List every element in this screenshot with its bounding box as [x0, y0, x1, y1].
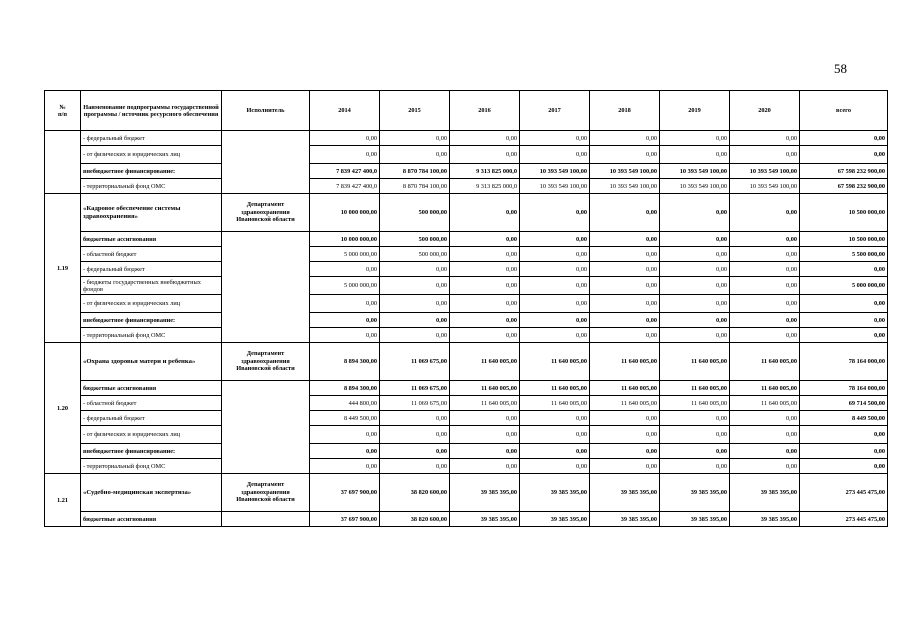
section-title: «Кадровое обеспечение системы здравоохранения»	[81, 194, 222, 232]
section-title-row	[45, 194, 888, 232]
year-value: 39 385 395,00	[730, 474, 800, 512]
year-value: 11 640 005,00	[590, 343, 660, 381]
year-value: 0,00	[730, 295, 800, 313]
row-label: - территориальный фонд ОМС	[81, 328, 222, 343]
year-value: 0,00	[520, 247, 590, 262]
year-value: 0,00	[660, 328, 730, 343]
row-label: бюджетные ассигнования	[81, 381, 222, 396]
year-value: 0,00	[730, 232, 800, 247]
year-value: 0,00	[590, 194, 660, 232]
row-total: 0,00	[800, 328, 888, 343]
row-label: - областной бюджет	[81, 396, 222, 411]
year-value: 0,00	[660, 262, 730, 277]
year-value: 0,00	[310, 426, 380, 444]
row-total: 273 445 475,00	[800, 474, 888, 512]
year-value: 0,00	[590, 313, 660, 328]
section-index: 1.21	[45, 474, 81, 527]
year-value: 0,00	[450, 194, 520, 232]
year-value: 0,00	[590, 295, 660, 313]
year-value: 11 640 005,00	[660, 381, 730, 396]
year-value: 11 640 005,00	[450, 343, 520, 381]
year-value: 0,00	[660, 194, 730, 232]
year-value: 0,00	[450, 426, 520, 444]
year-value: 0,00	[730, 328, 800, 343]
year-value: 10 393 549 100,00	[590, 164, 660, 179]
year-value: 0,00	[310, 313, 380, 328]
year-value: 500 000,00	[380, 232, 450, 247]
section-index: 1.20	[45, 343, 81, 474]
year-value: 10 393 549 100,00	[520, 179, 590, 194]
year-value: 10 393 549 100,00	[730, 179, 800, 194]
year-value: 0,00	[520, 232, 590, 247]
table-row	[45, 444, 888, 459]
header-year: 2016	[450, 91, 520, 131]
header-row	[45, 91, 888, 131]
row-label: - от физических и юридических лиц	[81, 295, 222, 313]
table-row	[45, 131, 888, 146]
table-row	[45, 247, 888, 262]
row-label: внебюджетное финансирование:	[81, 444, 222, 459]
year-value: 11 640 005,00	[660, 343, 730, 381]
row-label: - федеральный бюджет	[81, 131, 222, 146]
year-value: 11 640 005,00	[730, 381, 800, 396]
year-value: 0,00	[730, 444, 800, 459]
year-value: 10 393 549 100,00	[520, 164, 590, 179]
row-executor	[222, 232, 310, 343]
year-value: 0,00	[660, 277, 730, 295]
year-value: 11 640 005,00	[590, 396, 660, 411]
table-row	[45, 411, 888, 426]
section-title-row	[45, 474, 888, 512]
year-value: 11 640 005,00	[520, 343, 590, 381]
year-value: 444 800,00	[310, 396, 380, 411]
year-value: 0,00	[380, 411, 450, 426]
header-year: 2015	[380, 91, 450, 131]
table-row	[45, 179, 888, 194]
year-value: 0,00	[660, 411, 730, 426]
year-value: 0,00	[730, 411, 800, 426]
table-row	[45, 262, 888, 277]
table-row	[45, 426, 888, 444]
row-label: - областной бюджет	[81, 247, 222, 262]
row-label: - территориальный фонд ОМС	[81, 179, 222, 194]
year-value: 0,00	[450, 262, 520, 277]
year-value: 39 385 395,00	[730, 512, 800, 527]
table-row	[45, 295, 888, 313]
year-value: 0,00	[520, 131, 590, 146]
year-value: 0,00	[520, 262, 590, 277]
year-value: 0,00	[310, 459, 380, 474]
year-value: 39 385 395,00	[590, 474, 660, 512]
year-value: 39 385 395,00	[520, 512, 590, 527]
year-value: 8 894 300,00	[310, 343, 380, 381]
year-value: 0,00	[380, 444, 450, 459]
row-label: - территориальный фонд ОМС	[81, 459, 222, 474]
year-value: 11 069 675,00	[380, 343, 450, 381]
year-value: 0,00	[590, 426, 660, 444]
row-label: - от физических и юридических лиц	[81, 146, 222, 164]
year-value: 500 000,00	[380, 247, 450, 262]
year-value: 0,00	[660, 459, 730, 474]
year-value: 0,00	[590, 444, 660, 459]
row-total: 78 164 000,00	[800, 343, 888, 381]
year-value: 11 640 005,00	[660, 396, 730, 411]
header-executor: Исполнитель	[222, 91, 310, 131]
row-total: 0,00	[800, 313, 888, 328]
year-value: 8 870 784 100,00	[380, 164, 450, 179]
row-label: внебюджетное финансирование:	[81, 164, 222, 179]
year-value: 0,00	[380, 426, 450, 444]
year-value: 39 385 395,00	[450, 474, 520, 512]
year-value: 0,00	[380, 328, 450, 343]
table-row	[45, 381, 888, 396]
section-executor: Департамент здравоохранения Ивановской области	[222, 474, 310, 512]
year-value: 0,00	[660, 295, 730, 313]
row-total: 10 500 000,00	[800, 194, 888, 232]
table-body	[45, 131, 888, 527]
row-total: 8 449 500,00	[800, 411, 888, 426]
section-title-row	[45, 343, 888, 381]
year-value: 0,00	[310, 146, 380, 164]
year-value: 0,00	[730, 247, 800, 262]
table-row	[45, 459, 888, 474]
row-label: бюджетные ассигнования	[81, 232, 222, 247]
year-value: 0,00	[520, 444, 590, 459]
year-value: 0,00	[520, 194, 590, 232]
year-value: 7 839 427 400,0	[310, 164, 380, 179]
year-value: 8 870 784 100,00	[380, 179, 450, 194]
table-row	[45, 146, 888, 164]
year-value: 10 393 549 100,00	[590, 179, 660, 194]
header-year: 2018	[590, 91, 660, 131]
year-value: 0,00	[310, 328, 380, 343]
year-value: 0,00	[310, 262, 380, 277]
year-value: 0,00	[310, 295, 380, 313]
year-value: 0,00	[660, 131, 730, 146]
year-value: 0,00	[520, 295, 590, 313]
year-value: 39 385 395,00	[590, 512, 660, 527]
year-value: 0,00	[660, 313, 730, 328]
year-value: 0,00	[590, 146, 660, 164]
year-value: 10 393 549 100,00	[730, 164, 800, 179]
year-value: 11 069 675,00	[380, 381, 450, 396]
year-value: 8 449 500,00	[310, 411, 380, 426]
row-total: 0,00	[800, 295, 888, 313]
year-value: 10 000 000,00	[310, 232, 380, 247]
year-value: 0,00	[520, 459, 590, 474]
page-number: 58	[834, 61, 847, 76]
year-value: 0,00	[660, 247, 730, 262]
year-value: 0,00	[660, 146, 730, 164]
row-total: 0,00	[800, 262, 888, 277]
year-value: 8 894 300,00	[310, 381, 380, 396]
year-value: 0,00	[380, 131, 450, 146]
year-value: 0,00	[380, 146, 450, 164]
year-value: 11 640 005,00	[730, 396, 800, 411]
year-value: 0,00	[590, 232, 660, 247]
year-value: 0,00	[310, 444, 380, 459]
row-label: - от физических и юридических лиц	[81, 426, 222, 444]
row-executor	[222, 131, 310, 194]
year-value: 0,00	[730, 313, 800, 328]
year-value: 0,00	[450, 277, 520, 295]
year-value: 0,00	[450, 247, 520, 262]
year-value: 0,00	[730, 459, 800, 474]
header-year: 2020	[730, 91, 800, 131]
year-value: 37 697 900,00	[310, 512, 380, 527]
year-value: 0,00	[730, 131, 800, 146]
year-value: 0,00	[660, 444, 730, 459]
header-total: всего	[800, 91, 888, 131]
row-total: 0,00	[800, 444, 888, 459]
year-value: 10 000 000,00	[310, 194, 380, 232]
year-value: 0,00	[590, 411, 660, 426]
year-value: 0,00	[380, 459, 450, 474]
year-value: 0,00	[450, 328, 520, 343]
table-row	[45, 328, 888, 343]
year-value: 9 313 825 000,0	[450, 179, 520, 194]
year-value: 11 640 005,00	[450, 381, 520, 396]
row-label: - федеральный бюджет	[81, 262, 222, 277]
year-value: 0,00	[520, 146, 590, 164]
row-total: 0,00	[800, 459, 888, 474]
row-total: 10 500 000,00	[800, 232, 888, 247]
resource-table	[44, 90, 888, 527]
year-value: 37 697 900,00	[310, 474, 380, 512]
row-total: 5 000 000,00	[800, 277, 888, 295]
section-executor: Департамент здравоохранения Ивановской области	[222, 343, 310, 381]
year-value: 0,00	[590, 277, 660, 295]
year-value: 11 640 005,00	[450, 396, 520, 411]
header-name: Наименование подпрограммы государственной программы / источник ресурсного обеспечения	[81, 91, 222, 131]
year-value: 0,00	[660, 232, 730, 247]
year-value: 0,00	[660, 426, 730, 444]
row-label: внебюджетное финансирование:	[81, 313, 222, 328]
section-title: «Судебно-медицинская экспертиза»	[81, 474, 222, 512]
year-value: 39 385 395,00	[660, 512, 730, 527]
year-value: 0,00	[450, 313, 520, 328]
year-value: 0,00	[450, 411, 520, 426]
year-value: 0,00	[520, 426, 590, 444]
year-value: 0,00	[520, 313, 590, 328]
year-value: 0,00	[380, 262, 450, 277]
row-label: бюджетные ассигнования	[81, 512, 222, 527]
year-value: 5 000 000,00	[310, 247, 380, 262]
row-executor	[222, 512, 310, 527]
year-value: 7 839 427 400,0	[310, 179, 380, 194]
section-title: «Охрана здоровья матери и ребенка»	[81, 343, 222, 381]
year-value: 0,00	[590, 459, 660, 474]
year-value: 9 313 825 000,0	[450, 164, 520, 179]
row-total: 67 598 232 900,00	[800, 179, 888, 194]
year-value: 0,00	[520, 411, 590, 426]
year-value: 11 640 005,00	[730, 343, 800, 381]
year-value: 0,00	[450, 444, 520, 459]
year-value: 0,00	[450, 295, 520, 313]
year-value: 0,00	[590, 262, 660, 277]
year-value: 11 640 005,00	[520, 381, 590, 396]
year-value: 0,00	[730, 194, 800, 232]
row-total: 67 598 232 900,00	[800, 164, 888, 179]
row-label: - федеральный бюджет	[81, 411, 222, 426]
year-value: 39 385 395,00	[660, 474, 730, 512]
year-value: 0,00	[730, 146, 800, 164]
year-value: 0,00	[590, 328, 660, 343]
year-value: 500 000,00	[380, 194, 450, 232]
row-total: 78 164 000,00	[800, 381, 888, 396]
row-executor	[222, 381, 310, 474]
year-value: 0,00	[590, 131, 660, 146]
header-year: 2014	[310, 91, 380, 131]
year-value: 0,00	[450, 131, 520, 146]
header-no: № п/п	[45, 91, 81, 131]
year-value: 0,00	[310, 131, 380, 146]
year-value: 11 640 005,00	[590, 381, 660, 396]
year-value: 0,00	[450, 459, 520, 474]
table-row	[45, 277, 888, 295]
header-year: 2019	[660, 91, 730, 131]
table-row	[45, 313, 888, 328]
year-value: 0,00	[380, 313, 450, 328]
year-value: 39 385 395,00	[450, 512, 520, 527]
year-value: 10 393 549 100,00	[660, 179, 730, 194]
section-executor: Департамент здравоохранения Ивановской области	[222, 194, 310, 232]
year-value: 0,00	[450, 146, 520, 164]
row-total: 0,00	[800, 426, 888, 444]
row-total: 5 500 000,00	[800, 247, 888, 262]
year-value: 0,00	[380, 277, 450, 295]
year-value: 0,00	[730, 262, 800, 277]
year-value: 10 393 549 100,00	[660, 164, 730, 179]
year-value: 11 640 005,00	[520, 396, 590, 411]
year-value: 0,00	[520, 277, 590, 295]
row-total: 0,00	[800, 146, 888, 164]
year-value: 11 069 675,00	[380, 396, 450, 411]
header-year: 2017	[520, 91, 590, 131]
row-total: 69 714 500,00	[800, 396, 888, 411]
year-value: 0,00	[730, 426, 800, 444]
table-row	[45, 512, 888, 527]
table-row	[45, 396, 888, 411]
row-index	[45, 131, 81, 194]
year-value: 38 820 600,00	[380, 512, 450, 527]
year-value: 0,00	[520, 328, 590, 343]
year-value: 39 385 395,00	[520, 474, 590, 512]
section-index: 1.19	[45, 194, 81, 343]
row-total: 0,00	[800, 131, 888, 146]
year-value: 0,00	[380, 295, 450, 313]
row-label: - бюджеты государственных внебюджетных фондов	[81, 277, 222, 295]
year-value: 0,00	[450, 232, 520, 247]
table-row	[45, 164, 888, 179]
year-value: 38 820 600,00	[380, 474, 450, 512]
year-value: 5 000 000,00	[310, 277, 380, 295]
year-value: 0,00	[730, 277, 800, 295]
table-row	[45, 232, 888, 247]
row-total: 273 445 475,00	[800, 512, 888, 527]
year-value: 0,00	[590, 247, 660, 262]
